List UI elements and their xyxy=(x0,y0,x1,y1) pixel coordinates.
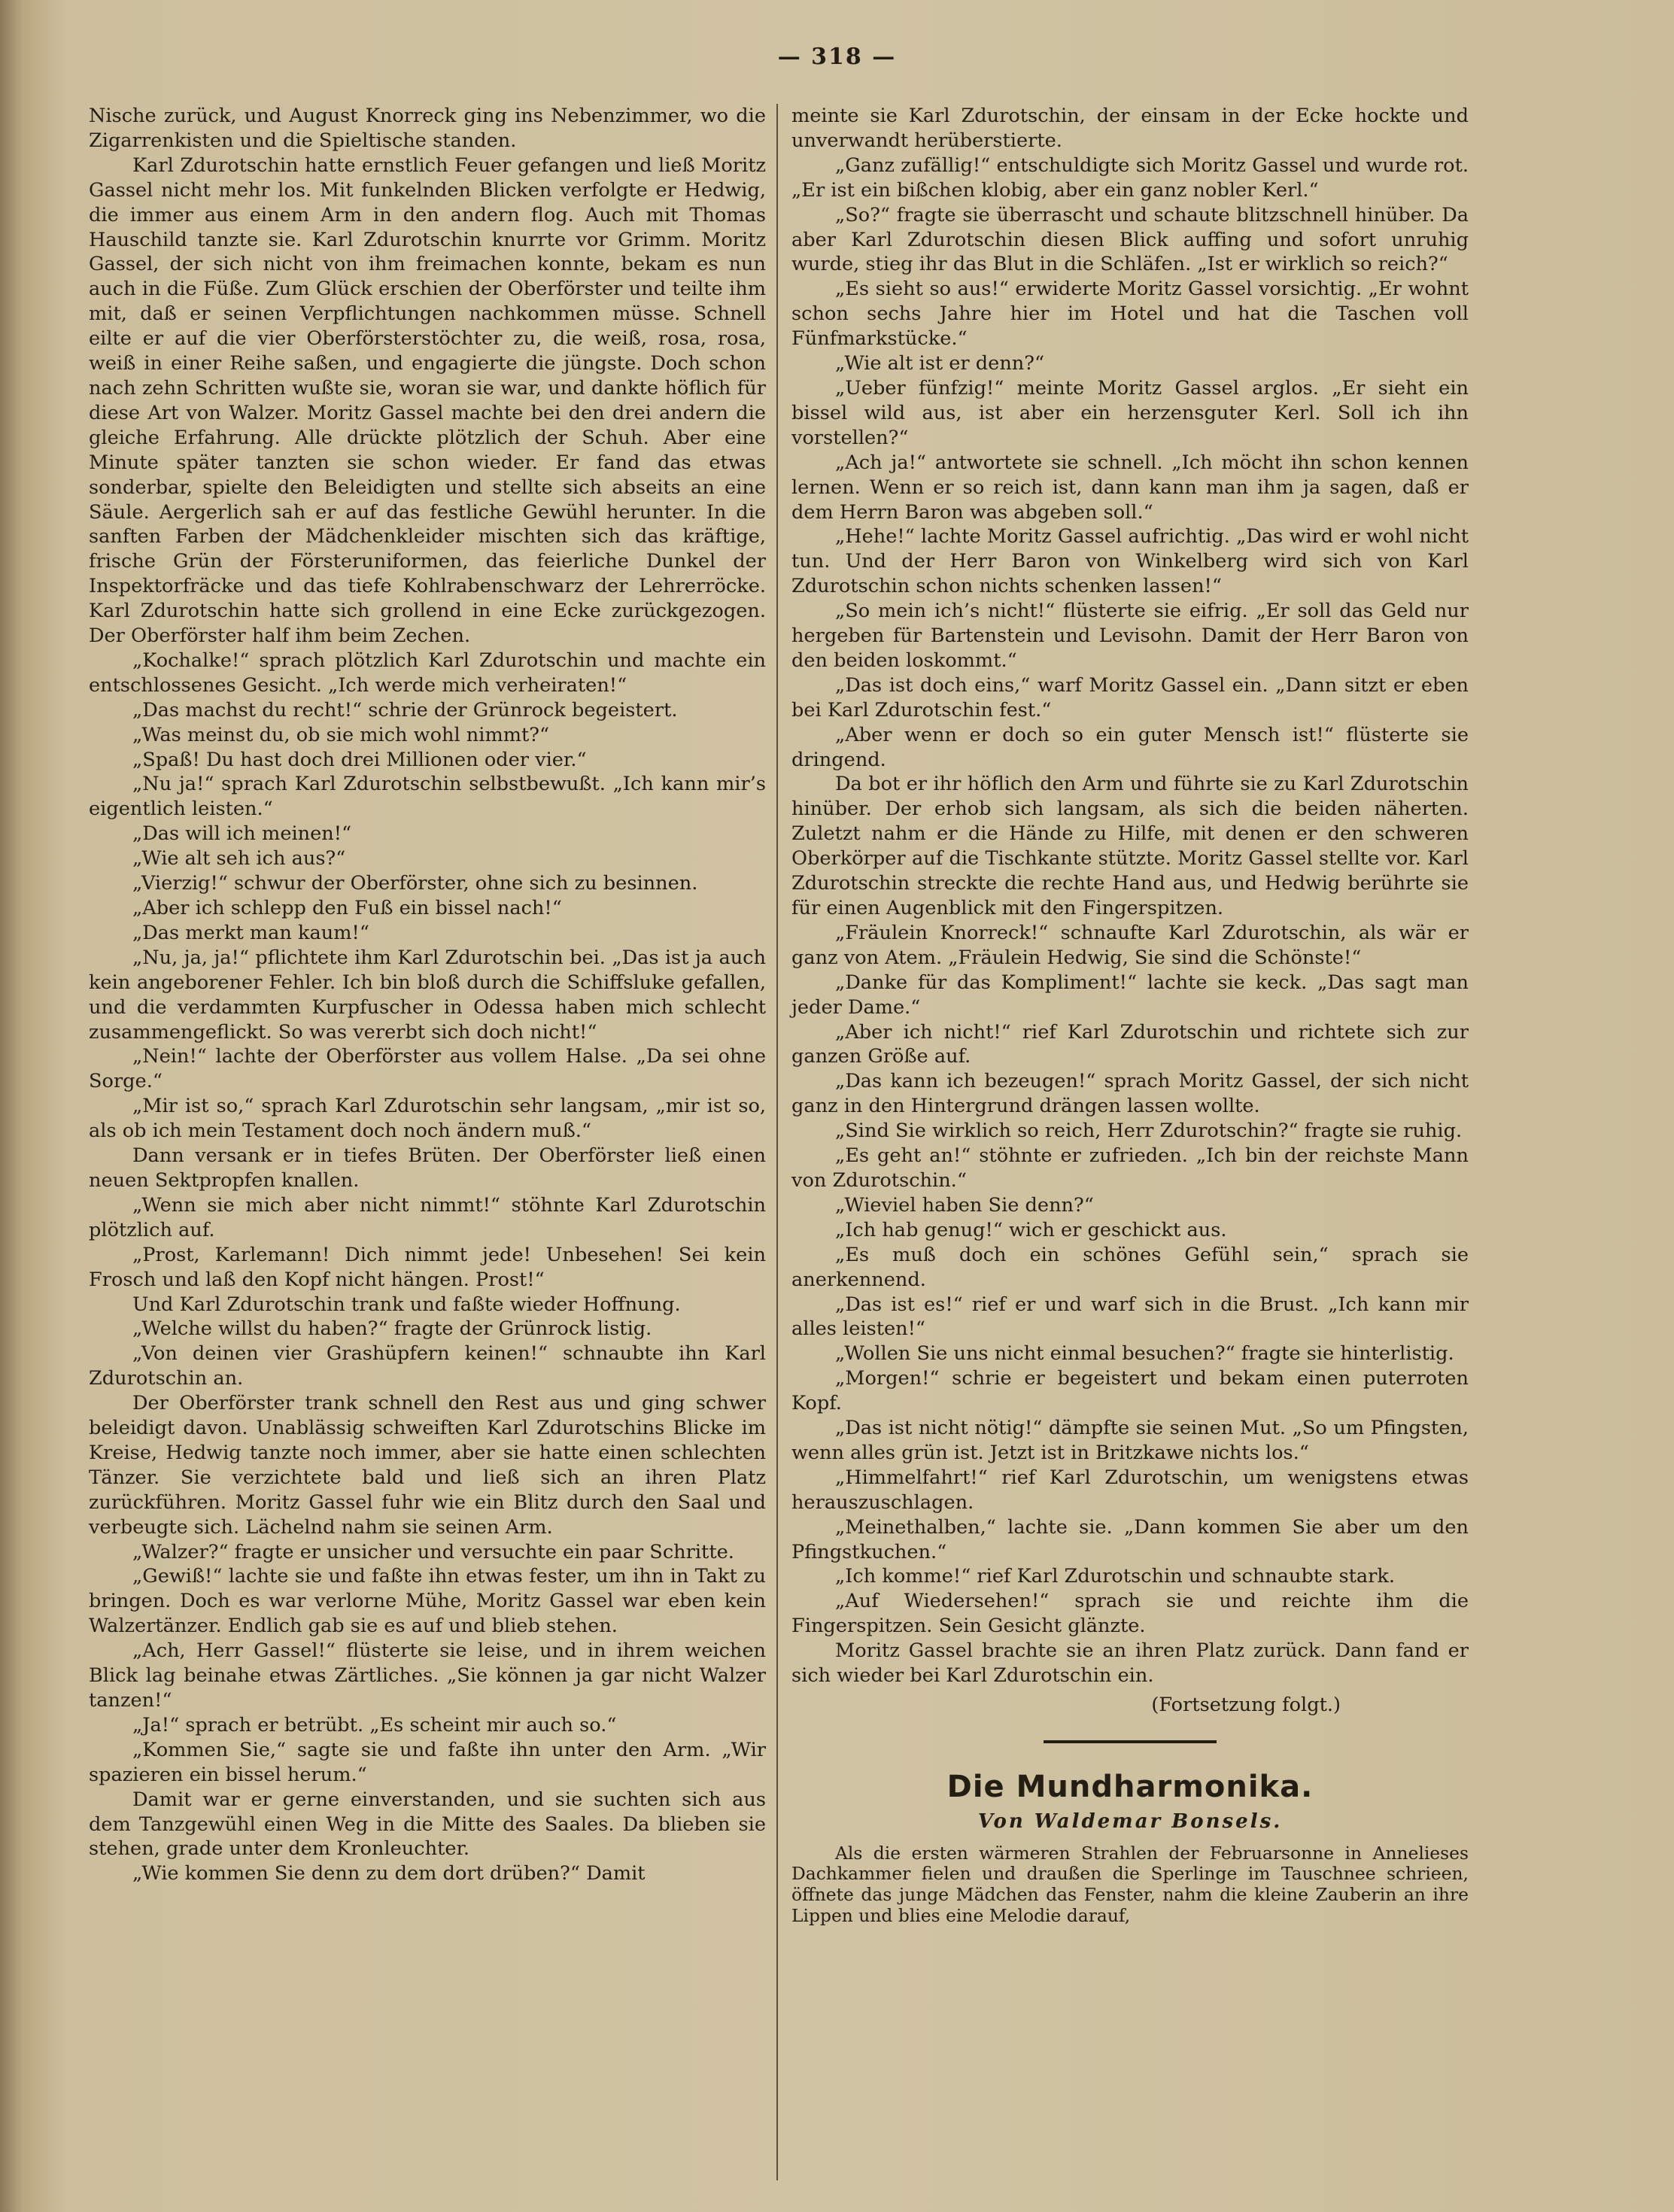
paragraph: „Wollen Sie uns nicht einmal besuchen?“ fragte sie hinterlistig. xyxy=(835,1342,1454,1366)
paragraph: „Das ist nicht nötig!“ dämpfte sie seinen Mut. „So um Pfingsten, wenn alles grün ist. Jetzt ist in Britzkawe nichts los.“ xyxy=(791,1417,1469,1464)
paragraph: „Gewiß!“ lachte sie und faßte ihn etwas fester, um ihn in Takt zu bringen. Doch es war verlorne Mühe, Moritz Gassel war eben kein Walzertänzer. Endlich gab sie es auf und blieb stehen. xyxy=(89,1565,766,1638)
paragraph: „Wie kommen Sie denn zu dem dort drüben?“ Damit xyxy=(132,1862,646,1885)
paragraph: Nische zurück, und August Knorreck ging ins Nebenzimmer, wo die Zigarrenkisten und die Spieltische standen. xyxy=(89,105,766,152)
paragraph: „Wieviel haben Sie denn?“ xyxy=(835,1193,1094,1217)
paragraph: „Auf Wiedersehen!“ sprach sie und reichte ihm die Fingerspitzen. Sein Gesicht glänzte. xyxy=(791,1590,1469,1638)
paragraph: „Ach, Herr Gassel!“ flüsterte sie leise, und in ihrem weichen Blick lag beinahe etwas Zärtliches. „Sie können ja gar nicht Walzer tanzen!“ xyxy=(89,1639,766,1712)
paragraph: Moritz Gassel brachte sie an ihren Platz zurück. Dann fand er sich wieder bei Karl Zdurotschin ein. xyxy=(791,1639,1469,1688)
article-title: Die Mundharmonika. xyxy=(946,1769,1314,1804)
left-column xyxy=(89,104,766,1886)
paragraph: „Aber ich nicht!“ rief Karl Zdurotschin und richtete sich zur ganzen Größe auf. xyxy=(791,1020,1469,1068)
paragraph: meinte sie Karl Zdurotschin, der einsam in der Ecke hockte und unverwandt herüberstierte. xyxy=(791,105,1469,152)
paragraph: „Mir ist so,“ sprach Karl Zdurotschin sehr langsam, „mir ist so, als ob ich mein Testament doch noch ändern muß.“ xyxy=(89,1095,766,1143)
right-column xyxy=(791,104,1469,1926)
paragraph: „Ach ja!“ antwortete sie schnell. „Ich möcht ihn schon kennen lernen. Wenn er so reich ist, dann kann man ihm ja sagen, daß er dem Herrn Baron was abgeben soll.“ xyxy=(791,451,1469,524)
paragraph: „Hehe!“ lachte Moritz Gassel aufrichtig. „Das wird er wohl nicht tun. Und der Herr Baron von Winkelberg wird sich von Karl Zdurotschin schon nichts schenken lassen!“ xyxy=(791,525,1469,598)
paragraph: „Ueber fünfzig!“ meinte Moritz Gassel arglos. „Er sieht ein bissel wild aus, ist aber ein herzensguter Kerl. Soll ich ihn vorstellen?“ xyxy=(791,376,1469,449)
paragraph: Karl Zdurotschin hatte ernstlich Feuer gefangen und ließ Moritz Gassel nicht mehr los. Mit funkelnden Blicken verfolgte er Hedwig, die immer aus einem Arm in den andern flog. Auch mit Thomas Hauschild tanzte sie. Karl Zdurotschin knurrte vor Grimm. Moritz Gassel, der sich nicht von ihm freimachen konnte, bekam es nun auch in die Füße. Zum Glück erschien der Oberförster und teilte ihm mit, daß er seinen Verpflichtungen nachkommen müsse. Schnell eilte er auf die vier Oberförsterstöchter zu, die weiß, rosa, rosa, weiß in einer Reihe saßen, und engagierte die jüngste. Doch schon nach zehn Schritten wußte sie, woran sie war, und dankte höflich für diese Art von Walzer. Moritz Gassel machte bei den drei andern die gleiche Erfahrung. Alle drückte plötzlich der Schuh. Aber eine Minute später tanzten sie schon wieder. Er fand das etwas sonderbar, spielte den Beleidigten und stellte sich abseits an eine Säule. Aergerlich sah er auf das festliche Gewühl herunter. In die sanften Farben der Mädchenkleider mischten sich das kräftige, frische Grün der Försteruniformen, das feierliche Dunkel der Inspektorfräcke und das tiefe Kohlrabenschwarz der Lehrerröcke. Karl Zdurotschin hatte sich grollend in eine Ecke zurückgezogen. Der Oberförster half ihm beim Zechen. xyxy=(89,153,766,648)
paragraph: „Das machst du recht!“ schrie der Grünrock begeistert. xyxy=(132,698,678,722)
paragraph: „Es muß doch ein schönes Gefühl sein,“ sprach sie anerkennend. xyxy=(791,1243,1469,1291)
article-paragraph: Als die ersten wärmeren Strahlen der Februarsonne in Annelieses Dachkammer fielen und draußen die Sperlinge im Tauschnee schrieen, öffnete das junge Mädchen das Fenster, nahm die kleine Zauberin an ihre Lippen und blies eine Melodie darauf, xyxy=(791,1842,1469,1926)
paragraph: „Was meinst du, ob sie mich wohl nimmt?“ xyxy=(132,723,550,746)
paragraph: „Nu, ja, ja!“ pflichtete ihm Karl Zdurotschin bei. „Das ist ja auch kein angeborener Fehler. Ich bin bloß durch die Schiffsluke gefallen, und die verdammten Kurpfuscher in Odessa haben mich schlecht zusammengeflickt. So was vererbt sich doch nicht!“ xyxy=(89,946,766,1044)
paragraph: „Das kann ich bezeugen!“ sprach Moritz Gassel, der sich nicht ganz in den Hintergrund drängen lassen wollte. xyxy=(791,1070,1469,1118)
article-author: Von Waldemar Bonsels. xyxy=(977,1809,1283,1833)
paragraph: Und Karl Zdurotschin trank und faßte wieder Hoffnung. xyxy=(132,1293,681,1316)
paragraph: Der Oberförster trank schnell den Rest aus und ging schwer beleidigt davon. Unablässig schweiften Karl Zdurotschins Blicke im Kreise, Hedwig tanzte noch immer, aber sie hatte einen schlechten Tänzer. Sie verzichtete bald und ließ sich an ihren Platz zurückführen. Moritz Gassel fuhr wie ein Blitz durch den Saal und verbeugte sich. Lächelnd nahm sie seinen Arm. xyxy=(89,1392,766,1539)
paragraph: Dann versank er in tiefes Brüten. Der Oberförster ließ einen neuen Sektpropfen knallen. xyxy=(89,1144,766,1192)
paragraph: „Vierzig!“ schwur der Oberförster, ohne sich zu besinnen. xyxy=(132,872,698,895)
paragraph: „Nein!“ lachte der Oberförster aus vollem Halse. „Da sei ohne Sorge.“ xyxy=(89,1045,766,1093)
paragraph: „Es geht an!“ stöhnte er zufrieden. „Ich bin der reichste Mann von Zdurotschin.“ xyxy=(791,1144,1469,1192)
paragraph: „Es sieht so aus!“ erwiderte Moritz Gassel vorsichtig. „Er wohnt schon sechs Jahre hier im Hotel und hat die Taschen voll Fünfmarkstücke.“ xyxy=(791,278,1469,351)
paragraph: „Danke für das Kompliment!“ lachte sie keck. „Das sagt man jeder Dame.“ xyxy=(791,971,1469,1019)
paragraph: „Kommen Sie,“ sagte sie und faßte ihn unter den Arm. „Wir spazieren ein bissel herum.“ xyxy=(89,1738,766,1786)
paragraph: „Spaß! Du hast doch drei Millionen oder vier.“ xyxy=(132,748,587,771)
paragraph: „Nu ja!“ sprach Karl Zdurotschin selbstbewußt. „Ich kann mir’s eigentlich leisten.“ xyxy=(89,773,766,821)
paragraph: „Ja!“ sprach er betrübt. „Es scheint mir auch so.“ xyxy=(132,1713,617,1736)
article-body xyxy=(791,1843,1469,1926)
paragraph: „Meinethalben,“ lachte sie. „Dann kommen Sie aber um den Pfingstkuchen.“ xyxy=(791,1515,1469,1563)
paragraph: „Morgen!“ schrie er begeistert und bekam einen puterroten Kopf. xyxy=(791,1367,1469,1415)
column-divider xyxy=(776,104,778,2180)
paragraph: „Prost, Karlemann! Dich nimmt jede! Unbesehen! Sei kein Frosch und laß den Kopf nicht hängen. Prost!“ xyxy=(89,1243,766,1291)
paragraph: „So mein ich’s nicht!“ flüsterte sie eifrig. „Er soll das Geld nur hergeben für Bartenstein und Levisohn. Damit der Herr Baron von den beiden loskommt.“ xyxy=(791,600,1469,672)
paragraph: „Von deinen vier Grashüpfern keinen!“ schnaubte ihn Karl Zdurotschin an. xyxy=(89,1342,766,1390)
paragraph: „Ich hab genug!“ wich er geschickt aus. xyxy=(835,1218,1227,1241)
section-rule xyxy=(1044,1740,1217,1743)
page-number: — 318 — xyxy=(777,44,897,70)
paragraph: „Ich komme!“ rief Karl Zdurotschin und schnaubte stark. xyxy=(835,1565,1396,1588)
paragraph: „Wie alt seh ich aus?“ xyxy=(132,847,346,871)
paragraph: „Das merkt man kaum!“ xyxy=(132,921,369,944)
paragraph: „Fräulein Knorreck!“ schnaufte Karl Zdurotschin, als wär er ganz von Atem. „Fräulein Hedwig, Sie sind die Schönste!“ xyxy=(791,921,1469,969)
paragraph: Da bot er ihr höflich den Arm und führte sie zu Karl Zdurotschin hinüber. Der erhob sich langsam, als sich die beiden näherten. Zuletzt nahm er die Hände zu Hilfe, mit denen er den schweren Oberkörper auf die Tischkante stützte. Moritz Gassel stellte vor. Karl Zdurotschin streckte die rechte Hand aus, und Hedwig berührte sie für einen Augenblick mit den Fingerspitzen. xyxy=(791,773,1469,919)
paragraph: „Aber wenn er doch so ein guter Mensch ist!“ flüsterte sie dringend. xyxy=(791,723,1469,771)
paragraph: „Ganz zufällig!“ entschuldigte sich Moritz Gassel und wurde rot. „Er ist ein bißchen klobig, aber ein ganz nobler Kerl.“ xyxy=(791,153,1469,202)
paragraph: „Wenn sie mich aber nicht nimmt!“ stöhnte Karl Zdurotschin plötzlich auf. xyxy=(89,1193,766,1241)
paragraph: „Das will ich meinen!“ xyxy=(132,822,352,846)
paragraph: „Himmelfahrt!“ rief Karl Zdurotschin, um wenigstens etwas herauszuschlagen. xyxy=(791,1466,1469,1514)
paragraph: „Kochalke!“ sprach plötzlich Karl Zdurotschin und machte ein entschlossenes Gesicht. „Ich werde mich verheiraten!“ xyxy=(89,649,766,697)
paragraph: „Das ist es!“ rief er und warf sich in die Brust. „Ich kann mir alles leisten!“ xyxy=(791,1293,1469,1341)
paragraph: „So?“ fragte sie überrascht und schaute blitzschnell hinüber. Da aber Karl Zdurotschin diesen Blick auffing und sofort unruhig wurde, stieg ihr das Blut in die Schläfen. „Ist er wirklich so reich?“ xyxy=(791,203,1469,276)
right-column-text xyxy=(791,104,1469,1688)
paragraph: „Sind Sie wirklich so reich, Herr Zdurotschin?“ fragte sie ruhig. xyxy=(835,1120,1463,1143)
continuation-note: (Fortsetzung folgt.) xyxy=(1151,1694,1341,1716)
paragraph: „Welche willst du haben?“ fragte der Grünrock listig. xyxy=(132,1317,652,1341)
paragraph: Damit war er gerne einverstanden, und sie suchten sich aus dem Tanzgewühl einen Weg in die Mitte des Saales. Da blieben sie stehen, grade unter dem Kronleuchter. xyxy=(89,1788,766,1861)
paragraph: „Walzer?“ fragte er unsicher und versuchte ein paar Schritte. xyxy=(132,1540,734,1563)
paragraph: „Das ist doch eins,“ warf Moritz Gassel ein. „Dann sitzt er eben bei Karl Zdurotschin fest.“ xyxy=(791,673,1469,722)
paragraph: „Aber ich schlepp den Fuß ein bissel nach!“ xyxy=(132,897,562,919)
paragraph: „Wie alt ist er denn?“ xyxy=(835,352,1045,375)
